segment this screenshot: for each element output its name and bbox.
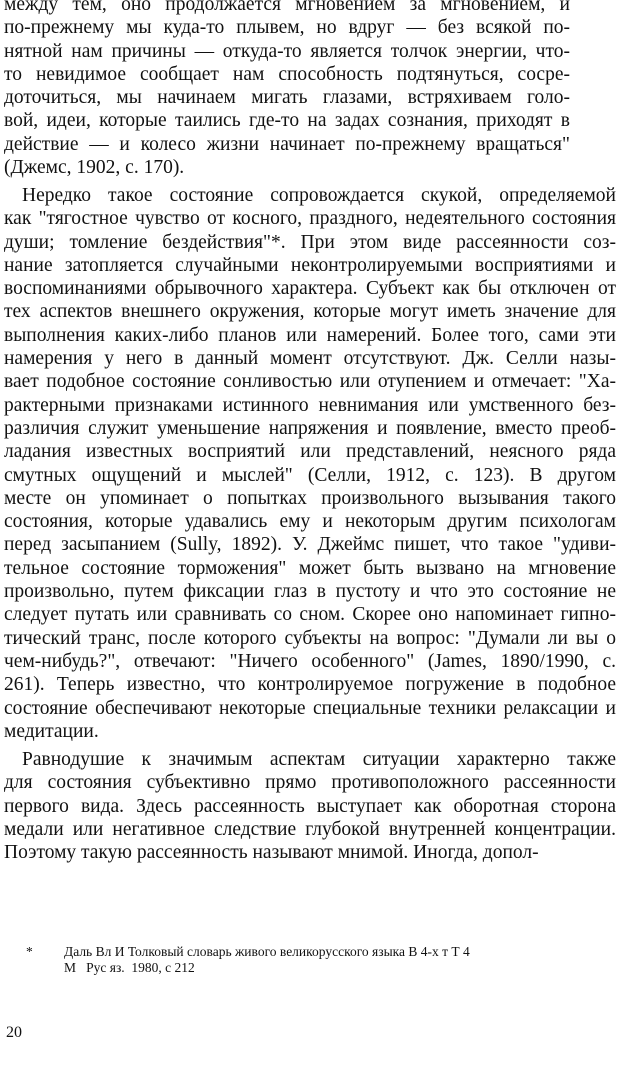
- quote-line: то невидимое сообщает нам способность подтянуться, сосре-: [4, 63, 570, 85]
- paragraph-boredom: [4, 184, 616, 743]
- footnote-line: М Рус яз. 1980, с 212: [64, 960, 195, 975]
- paragraph-line: нание затопляется случайными неконтролируемыми восприятиями и: [4, 254, 616, 276]
- paragraph-line: души; томление бездействия"*. При этом виде рассеянности соз-: [4, 231, 616, 253]
- paragraph-line: ладания известных восприятий или представлений, неясного ряда: [4, 441, 616, 463]
- paragraph-line: произвольно, путем фиксации глаз в пустоту и что это состояние не: [4, 581, 616, 603]
- quote-line: (Джемс, 1902, с. 170).: [4, 157, 185, 179]
- paragraph-line: перед засыпанием (Sully, 1892). У. Джеймс пишет, что такое "удиви-: [4, 534, 616, 556]
- paragraph-line: медитации.: [4, 720, 99, 742]
- quote-line: нятной нам причины — откуда-то является толчок энергии, что-: [4, 40, 570, 62]
- paragraph-line: 261). Теперь известно, что контролируемое погружение в подобное: [4, 674, 616, 696]
- footnote-text: [64, 944, 470, 976]
- paragraph-line: воспоминаниями обрывочного характера. Субъект как бы отключен от: [4, 278, 616, 300]
- paragraph-line: намерения у него в данный момент отсутствуют. Дж. Селли назы-: [4, 348, 616, 370]
- quote-line: по-прежнему мы куда-то плывем, но вдруг — без всякой по-: [4, 17, 570, 39]
- paragraph-line: Равнодушие к значимым аспектам ситуации характерно также: [22, 749, 616, 770]
- paragraph-line: чем-нибудь?", отвечают: "Ничего особенного" (James, 1890/1990, с.: [4, 650, 616, 672]
- paragraph-line: следует путать или сравнивать со сном. Скорее оно напоминает гипно-: [4, 604, 616, 626]
- page-number: 20: [6, 1024, 22, 1041]
- paragraph-line: медали или негативное следствие глубокой внутренней концентрации.: [4, 818, 616, 840]
- paragraph-line: различия служит уменьшение напряжения и появление, вместо преоб-: [4, 417, 616, 439]
- paragraph-line: Поэтому такую рассеянность называют мнимой. Иногда, допол-: [4, 842, 539, 864]
- quote-line: вой, идеи, которые таились где-то на задах сознания, приходят в: [4, 110, 570, 132]
- paragraph-line: состояния, которые удавались ему и некоторым другим психологам: [4, 511, 616, 533]
- paragraph-line: выполнения каких-либо планов или намерений. Более того, сами эти: [4, 324, 616, 346]
- quote-block: [4, 0, 570, 179]
- paragraph-line: тический транс, после которого субъекты на вопрос: "Думали ли вы о: [4, 627, 616, 649]
- paragraph-line: первого вида. Здесь рассеянность выступает как оборотная сторона: [4, 795, 616, 817]
- paragraph-line: месте он упоминает о попытках произвольного вызывания такого: [4, 487, 616, 509]
- paragraph-line: рактерными признаками истинного невнимания или умственного без-: [4, 394, 616, 416]
- quote-line: между тем, оно продолжается мгновением за мгновением, и: [4, 0, 570, 15]
- paragraph-line: вает подобное состояние сонливостью или отупением и отмечает: "Ха-: [4, 371, 616, 393]
- paragraph-line: тельное состояние торможения" может быть вызвано на мгновение: [4, 557, 616, 579]
- paragraph-line: Нередко такое состояние сопровождается скукой, определяемой: [22, 185, 616, 206]
- footnote-line: Даль Вл И Толковый словарь живого великорусского языка В 4-х т Т 4: [64, 944, 470, 959]
- quote-line: действие — и колесо жизни начинает по-прежнему вращаться": [4, 133, 570, 155]
- paragraph-line: тех аспектов внешнего окружения, которые могут иметь значение для: [4, 301, 616, 323]
- paragraph-line: состояние обеспечивают некоторые специальные техники релаксации и: [4, 697, 616, 719]
- paragraph-line: как "тягостное чувство от косного, праздного, недеятельного состояния: [4, 208, 616, 230]
- paragraph-line: для состояния субъективно прямо противоположного рассеянности: [4, 772, 616, 794]
- paragraph-indifference: [4, 748, 616, 864]
- footnote-mark: *: [26, 944, 33, 959]
- quote-line: доточиться, мы начинаем мигать глазами, встряхиваем голо-: [4, 87, 570, 109]
- paragraph-line: смутных ощущений и мыслей" (Селли, 1912, с. 123). В другом: [4, 464, 616, 486]
